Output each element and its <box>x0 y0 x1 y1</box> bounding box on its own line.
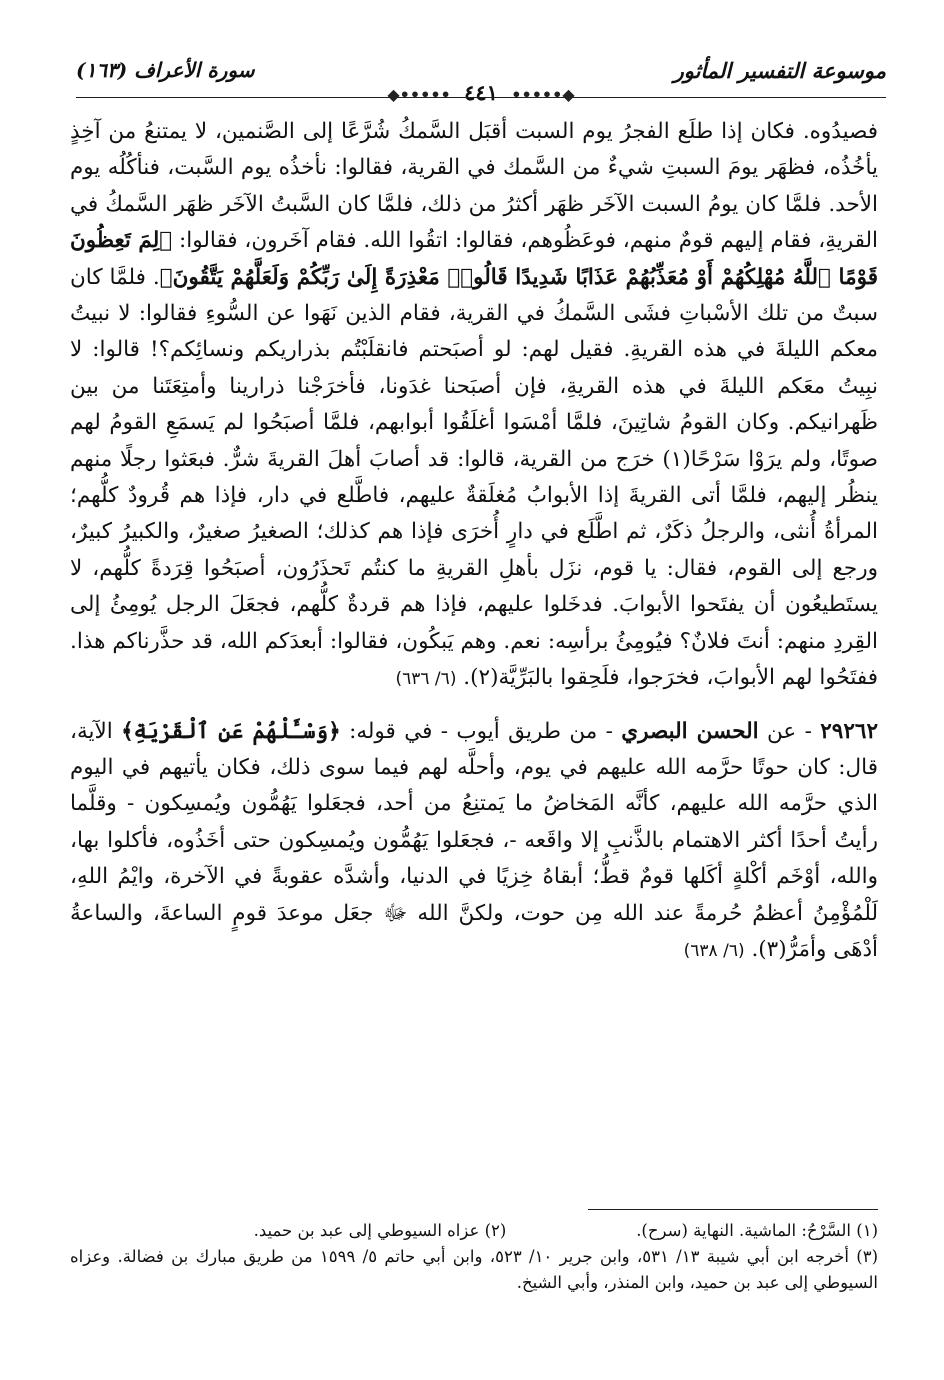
entry-chain: - من طريق أيوب - في قوله: <box>340 718 622 744</box>
header-rule <box>76 97 886 98</box>
source-reference: (٦/ ٦٣٨) <box>683 940 745 961</box>
paragraph-text: فصيدُوه. فكان إذا طلَع الفجرُ يوم السبت أقبَل السَّمكُ شُرَّعًا إلى الصَّنمين، لا يمتنعُ من آخِذٍ يأخُذُه، فظهَر يومَ السبتِ شيءٌ من السَّمك في القرية، فقالوا: نأخذُه يوم السَّبت، فنأكُلُه يوم الأحد. فلمَّا كان يومُ السبت الآخَر ظهَر أكثرُ من ذلك، فلمَّا كان السَّبتُ الآخَر ظهَر السَّمكُ في القريةِ، فقام إليهم قومٌ منهم، فوعَظُوهم، فقالوا: اتقُوا الله. فقام آخَرون، فقالوا: <box>70 119 879 254</box>
source-reference: (٦/ ٦٣٦) <box>395 669 457 690</box>
surah-label: سورة الأعراف (١٦٣) <box>76 58 255 82</box>
narrator-name: الحسن البصري <box>621 718 759 744</box>
main-text <box>70 114 878 969</box>
quran-quote: ﴿وَسْـَٔلْهُمْ عَنِ ٱلْقَرْيَةِ﴾ <box>121 718 341 744</box>
paragraph-text-after: . فلمَّا كان سبتٌ من تلك الأسْباتِ فشَى السَّمكُ في القرية، فقام الذين نَهَوا عن السُّوءِ فقالوا: لا نبيتُ معكم الليلةَ في هذه القريةِ. فقيل لهم: لو أصبَحتم فانقلَبْتُم بذراريكم ونسائِكم؟! قالوا: لا نبِيتُ معَكم الليلةَ في هذه القريةِ، فإن أصبَحنا غدَونا، فأخرَجْنا ذرارينا وأمتِعَتَنا من بين ظَهرانيكم. وكان القومُ شاتِينَ، فلمَّا أمْسَوا أغلَقُوا أبوابهم، فلمَّا أصبَحُوا لم يَسمَعِ القومُ لهم صوتًا، ولم يرَوْا سَرْحًا(١) خرَج من القرية، قالوا: قد أصابَ أهلَ القريةَ شرٌّ. فبعَثوا رجلًا منهم ينظُر إليهم، فلمَّا أتى القريةَ إذا الأبوابُ مُغلَقةٌ عليهم، فاطَّلع في دار، فإذا هم قُرودٌ كلُّهم؛ المرأةُ أُنثى، والرجلُ ذكَرٌ، ثم اطَّلَع في دارٍ أُخرَى فإذا هم كذلك؛ الصغيرُ صغيرٌ، والكبيرُ كبيرٌ، ورجع إلى القوم، فقال: يا قوم، نزَل بأهلِ القريةِ ما كنتُم تَحذَرُون، أصبَحُوا قِرَدةً كلُّهم، لا يستَطيعُون أن يفتَحوا الأبوابَ. فدخَلوا عليهم، فإذا هم قردةٌ كلُّهم، فجعَلَ الرجل يُومِئُ إلى القِردِ منهم: أنتَ فلانٌ؟ فيُومِئُ برأسِه: نعم. وهم يَبكُون، فقالوا: أبعدَكم الله، قد حذَّرناكم هذا. ففتَحُوا لهم الأبوابَ، فخرَجوا، فلَحِقوا بالبَرِّيَّة(٢). <box>70 264 878 691</box>
book-title: موسوعة التفسير المأثور <box>673 58 886 83</box>
entry-dash: - عن <box>758 718 821 744</box>
page-header <box>76 58 886 105</box>
paragraph-entry <box>70 714 878 970</box>
quran-quote: ﴿لِمَ تَعِظُونَ قَوْمًا ٱللَّهُ مُهْلِكُهُمْ أَوْ مُعَذِّبُهُمْ عَذَابًا شَدِيدًا قَالُوا۟ مَعْذِرَةً إِلَىٰ رَبِّكُمْ وَلَعَلَّهُمْ يَتَّقُونَ﴾ <box>70 228 878 290</box>
page-number: ٤٤١ <box>464 80 498 105</box>
ornament-left: •••••◆ <box>387 85 451 104</box>
paragraph-continuation <box>70 114 878 698</box>
footnote-1: (١) السَّرْحُ: الماشية. النهاية (سرح). <box>636 1221 878 1240</box>
footnote-row <box>70 1218 878 1244</box>
footnote-3: (٣) أخرجه ابن أبي شيبة ١٣/ ٥٣١، وابن جرير ١٠/ ٥٢٣، وابن أبي حاتم ٥/ ١٥٩٩ من طريق مبارك بن فضالة. وعزاه السيوطي إلى عبد بن حميد، وابن المنذر، وأبي الشيخ. <box>70 1247 878 1292</box>
footnote-rule <box>588 1209 878 1210</box>
entry-number: ٢٩٢٦٢ <box>820 718 878 744</box>
footnotes <box>70 1218 878 1296</box>
ornament-right: ◆••••• <box>511 85 575 104</box>
paragraph-text: الآية، قال: كان حوتًا حرَّمه الله عليهم في يوم، وأحلَّه لهم فيما سوى ذلك، فكان يأتيهم في اليوم الذي حرَّمه الله عليهم، كأنَّه المَخاضُ ما يَمتنِعُ من أحد، فجعَلوا يَهُمُّون ويُمسِكون - وقلَّما رأيتُ أحدًا أكثر الاهتمام بالذَّنبِ إلا واقَعه -، فجعَلوا يَهُمُّون ويُمسِكون حتى أخَذُوه، فأكلوا بها، والله، أوْخَم أكْلةٍ أكَلها قومٌ قطُّ؛ أبقاهُ خِزيًا في الدنيا، وأشدَّه عقوبةً في الآخرة، وايْمُ اللهِ، لَلْمُؤْمِنُ أعظمُ حُرمةً عند الله مِن حوت، ولكنَّ الله ﷻ جعَل موعدَ قومٍ الساعةَ، والساعةُ أدْهَى وأمَرُّ(٣). <box>70 718 878 962</box>
footnote-2: (٢) عزاه السيوطي إلى عبد بن حميد. <box>253 1221 507 1240</box>
page-number-group <box>381 80 580 105</box>
